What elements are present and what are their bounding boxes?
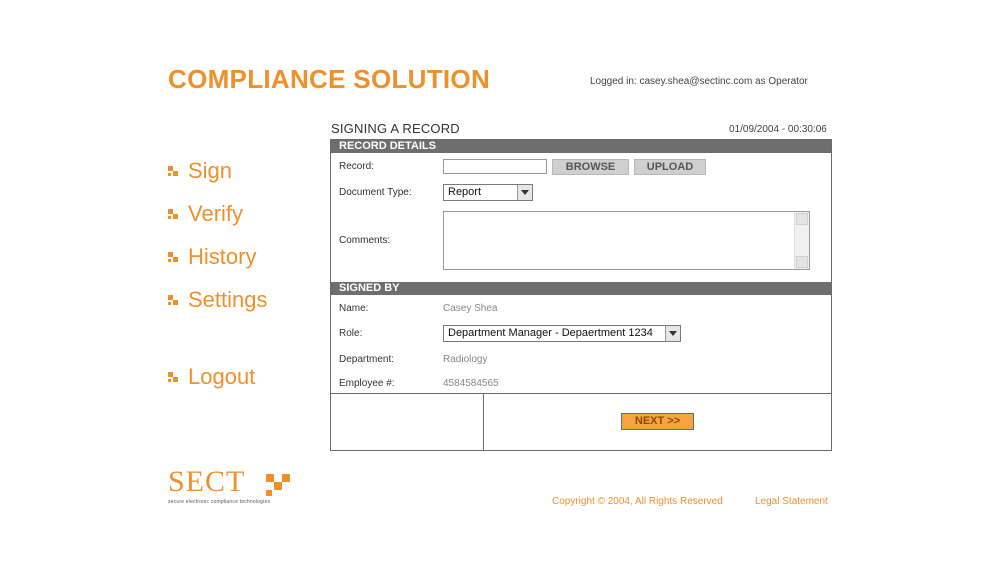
action-column-divider [483, 393, 484, 450]
employee-value: 4584584565 [443, 378, 499, 389]
document-type-value: Report [448, 186, 482, 198]
nav-history[interactable] [168, 244, 256, 270]
record-label: Record: [339, 161, 375, 172]
nav-settings[interactable] [168, 287, 268, 313]
signing-form [330, 139, 832, 451]
bullet-icon [168, 164, 182, 178]
role-label: Role: [339, 328, 363, 339]
action-divider [331, 393, 831, 394]
name-value: Casey Shea [443, 303, 498, 314]
logo-tagline: secure electronic compliance technologies [168, 499, 271, 505]
comments-textarea[interactable] [443, 211, 810, 270]
app-title: COMPLIANCE SOLUTION [168, 64, 491, 94]
copyright-text: Copyright © 2004, All Rights Reserved [552, 496, 723, 507]
panel-datetime: 01/09/2004 - 00:30:06 [729, 124, 827, 135]
bullet-icon [168, 293, 182, 307]
department-label: Department: [339, 354, 395, 365]
document-type-label: Document Type: [339, 187, 412, 198]
employee-label: Employee #: [339, 378, 395, 389]
role-select[interactable] [443, 325, 681, 342]
signed-by-header: SIGNED BY [331, 282, 831, 295]
login-status: Logged in: casey.shea@sectinc.com as Operator [590, 76, 808, 87]
sect-logo [168, 466, 270, 505]
nav-verify-label: Verify [188, 201, 244, 226]
nav-logout-label: Logout [188, 364, 256, 389]
nav-history-label: History [188, 244, 257, 269]
panel-title: SIGNING A RECORD [331, 121, 460, 136]
bullet-icon [168, 207, 182, 221]
nav-sign[interactable] [168, 158, 232, 184]
logo-text: SECT [168, 465, 246, 498]
role-value: Department Manager - Depaertment 1234 [448, 327, 653, 339]
chevron-down-icon[interactable] [517, 185, 532, 200]
legal-statement-link[interactable]: Legal Statement [755, 496, 828, 507]
department-value: Radiology [443, 354, 488, 365]
nav-sign-label: Sign [188, 158, 233, 183]
chevron-down-icon[interactable] [665, 326, 680, 341]
logo-squares-icon [266, 474, 290, 498]
scroll-down-icon[interactable] [796, 256, 808, 268]
scroll-up-icon[interactable] [796, 213, 808, 225]
comments-label: Comments: [339, 235, 391, 246]
bullet-icon [168, 250, 182, 264]
next-button[interactable]: NEXT >> [621, 413, 694, 430]
comments-scrollbar[interactable] [794, 212, 809, 269]
browse-button[interactable]: BROWSE [552, 159, 629, 175]
nav-logout[interactable] [168, 364, 255, 390]
nav-verify[interactable] [168, 201, 243, 227]
name-label: Name: [339, 303, 369, 314]
nav-settings-label: Settings [188, 287, 268, 312]
document-type-select[interactable] [443, 184, 533, 201]
record-input[interactable] [443, 159, 547, 174]
record-details-header: RECORD DETAILS [331, 140, 831, 153]
upload-button[interactable]: UPLOAD [634, 159, 706, 175]
bullet-icon [168, 370, 182, 384]
